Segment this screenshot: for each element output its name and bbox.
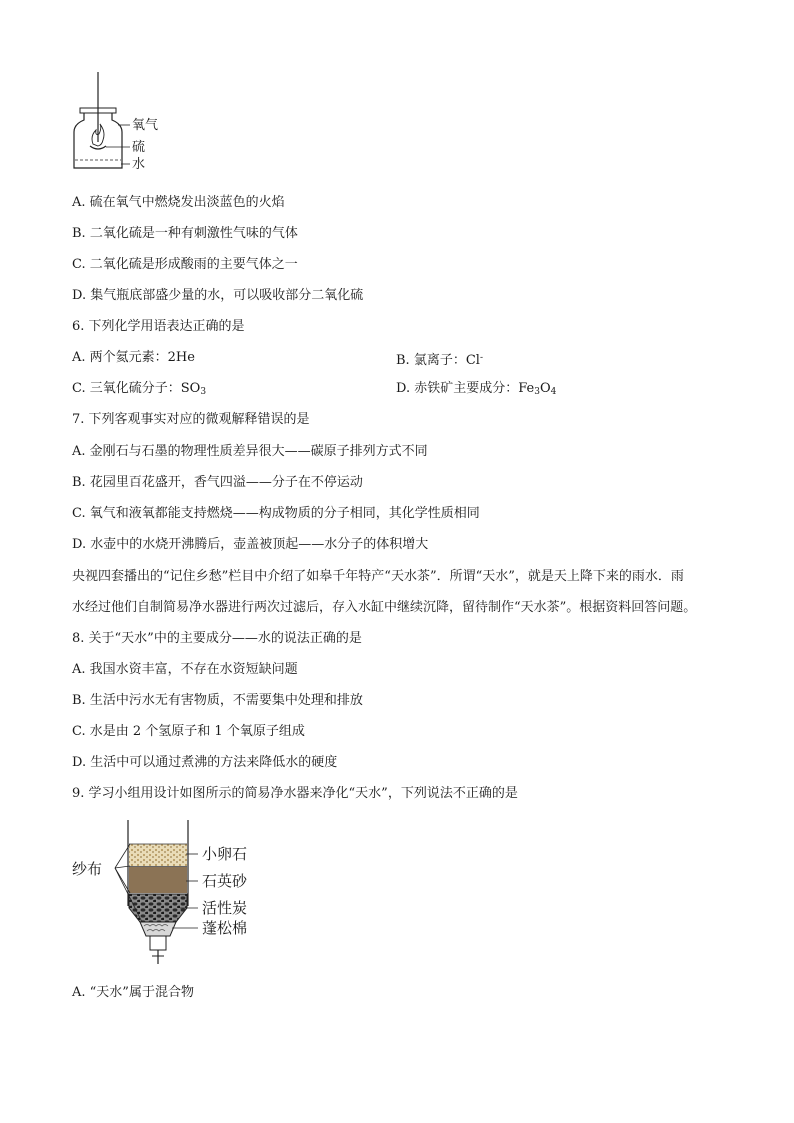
gas-jar-figure <box>66 70 186 180</box>
passage-line-1: 央视四套播出的“记住乡愁”栏目中介绍了如皋千年特产“天水茶”．所谓“天水”，就是天上降下来的雨水．雨 <box>72 569 684 584</box>
q5-option-d: D. 集气瓶底部盛少量的水，可以吸收部分二氧化硫 <box>72 288 364 303</box>
q8-option-d: D. 生活中可以通过煮沸的方法来降低水的硬度 <box>72 755 338 770</box>
q7-option-c: C. 氧气和液氧都能支持燃烧——构成物质的分子相同，其化学性质相同 <box>72 506 480 521</box>
water-purifier-figure <box>100 818 300 968</box>
label-quartz-sand: 石英砂 <box>202 872 248 890</box>
q7-stem: 7. 下列客观事实对应的微观解释错误的是 <box>72 412 310 427</box>
label-gauze: 纱布 <box>72 860 103 878</box>
q8-option-a: A. 我国水资丰富，不存在水资短缺问题 <box>72 662 298 677</box>
q5-option-a: A. 硫在氧气中燃烧发出淡蓝色的火焰 <box>72 195 285 210</box>
q6-option-c: C. 三氧化硫分子：$SO_3$ <box>72 381 207 397</box>
q6-stem: 6. 下列化学用语表达正确的是 <box>72 319 245 334</box>
label-water: 水 <box>132 157 146 172</box>
q6-option-d: D. 赤铁矿主要成分：$Fe_3O_4$ <box>396 381 557 397</box>
q8-stem: 8. 关于“天水”中的主要成分——水的说法正确的是 <box>72 631 362 646</box>
passage-line-2: 水经过他们自制简易净水器进行两次过滤后，存入水缸中继续沉降，留待制作“天水茶”。根据资料回答问题。 <box>72 600 697 615</box>
label-oxygen: 氧气 <box>132 118 159 133</box>
q7-option-b: B. 花园里百花盛开，香气四溢——分子在不停运动 <box>72 475 363 490</box>
q5-option-b: B. 二氧化硫是一种有刺激性气味的气体 <box>72 226 298 241</box>
label-sulfur: 硫 <box>132 140 146 155</box>
q6-option-a: A. 两个氦元素：2He <box>72 350 195 365</box>
q9-option-a: A. “天水”属于混合物 <box>72 985 194 1000</box>
label-cotton: 蓬松棉 <box>202 919 248 937</box>
q6-option-b: B. 氯离子：Cl- <box>396 353 483 368</box>
q8-option-b: B. 生活中污水无有害物质，不需要集中处理和排放 <box>72 693 363 708</box>
label-activated-carbon: 活性炭 <box>202 899 248 917</box>
q5-option-c: C. 二氧化硫是形成酸雨的主要气体之一 <box>72 257 298 272</box>
q7-option-d: D. 水壶中的水烧开沸腾后，壶盖被顶起——水分子的体积增大 <box>72 537 429 552</box>
q8-option-c: C. 水是由 2 个氢原子和 1 个氧原子组成 <box>72 724 305 739</box>
label-pebbles: 小卵石 <box>202 845 248 863</box>
q7-option-a: A. 金刚石与石墨的物理性质差异很大——碳原子排列方式不同 <box>72 444 428 459</box>
q9-stem: 9. 学习小组用设计如图所示的简易净水器来净化“天水”，下列说法不正确的是 <box>72 786 518 801</box>
